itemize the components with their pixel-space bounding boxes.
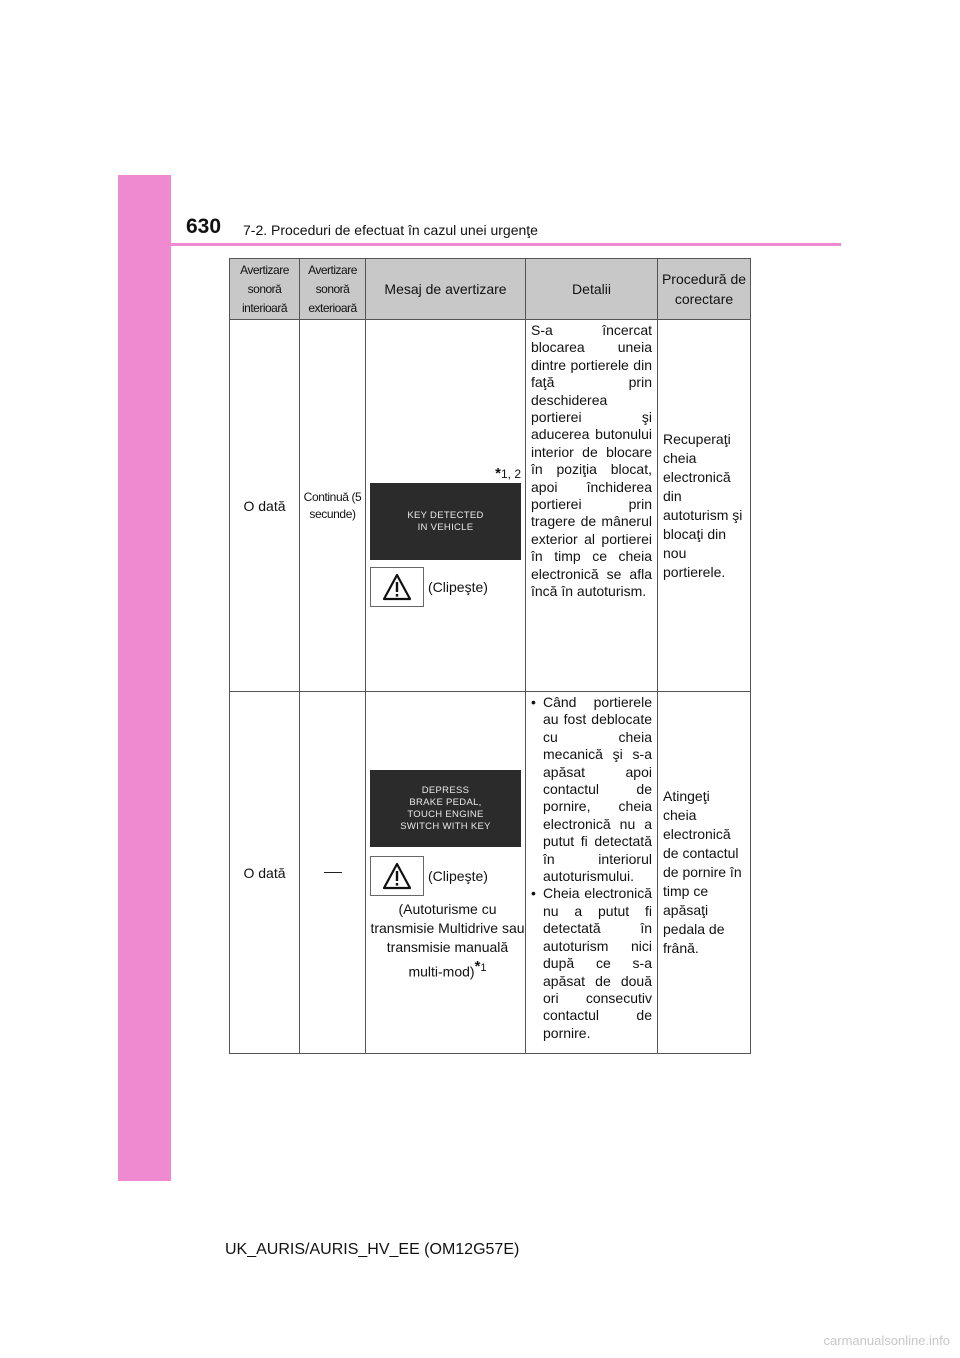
warning-light-box	[370, 567, 424, 607]
footnote-marker: *1, 2	[495, 465, 521, 482]
warning-table	[229, 258, 751, 1054]
exterior-beep-cell: Continuă (5 secunde)	[300, 320, 366, 692]
page-number: 630	[186, 215, 222, 238]
table-row	[230, 692, 751, 1054]
details-cell	[526, 692, 658, 1054]
exterior-beep-cell	[300, 692, 366, 1054]
list-item: • Cheia electronică nu a putut fi detectată în autoturism nici după ce s-a apăsat de două ori consecutiv contactul de pornire.	[531, 885, 652, 1042]
procedure-cell: Atingeţi cheia electronică de contactul de pornire în timp ce apăsaţi pedala de frână.	[658, 692, 751, 1054]
display-message-screen: DEPRESS BRAKE PEDAL, TOUCH ENGINE SWITCH WITH KEY	[370, 770, 521, 847]
header-interior-beep: Avertizare sonoră interioară	[230, 259, 300, 320]
warning-triangle-icon	[382, 862, 412, 890]
details-cell: S-a încercat blocarea uneia dintre portierele din faţă prin deschiderea portierei şi aducerea butonului interior de blocare în poziţia blocat, apoi închiderea portierei prin tragere de mânerul exterior al portierei în timp ce cheia electronică se afla încă în autoturism.	[526, 320, 658, 692]
procedure-cell: Recuperaţi cheia electronică din autoturism şi blocaţi din nou portierele.	[658, 320, 751, 692]
header-message: Mesaj de avertizare	[366, 259, 526, 320]
message-cell	[366, 692, 526, 1054]
interior-beep-cell: O dată	[230, 692, 300, 1054]
list-item: • Când portierele au fost deblocate cu cheia mecanică şi s-a apăsat apoi contactul de pornire, cheia electronică nu a putut fi detectată în interiorul autoturismului.	[531, 694, 652, 885]
header-procedure: Procedură de corectare	[658, 259, 751, 320]
watermark: carmanualsonline.info	[823, 1333, 950, 1348]
header-details: Detalii	[526, 259, 658, 320]
blink-label: (Clipeşte)	[428, 579, 488, 595]
header-exterior-beep: Avertizare sonoră exterioară	[300, 259, 366, 320]
message-cell	[366, 320, 526, 692]
vehicle-note: (Autoturisme cu transmisie Multidrive sau transmisie manuală multi-mod)$^{*1}$	[370, 901, 525, 980]
display-message-screen: KEY DETECTED IN VEHICLE	[370, 483, 521, 560]
no-beep-dash	[324, 872, 342, 873]
blink-label: (Clipeşte)	[428, 868, 488, 884]
document-code-footer: UK_AURIS/AURIS_HV_EE (OM12G57E)	[225, 1241, 520, 1258]
table-header-row	[230, 259, 751, 320]
interior-beep-cell: O dată	[230, 320, 300, 692]
chapter-side-tab	[118, 175, 171, 1181]
section-title: 7-2. Proceduri de efectuat în cazul unei urgenţe	[243, 222, 538, 238]
warning-light-box	[370, 856, 424, 896]
details-list	[531, 694, 652, 1042]
header-divider	[171, 243, 841, 246]
table-row	[230, 320, 751, 692]
warning-triangle-icon	[382, 573, 412, 601]
